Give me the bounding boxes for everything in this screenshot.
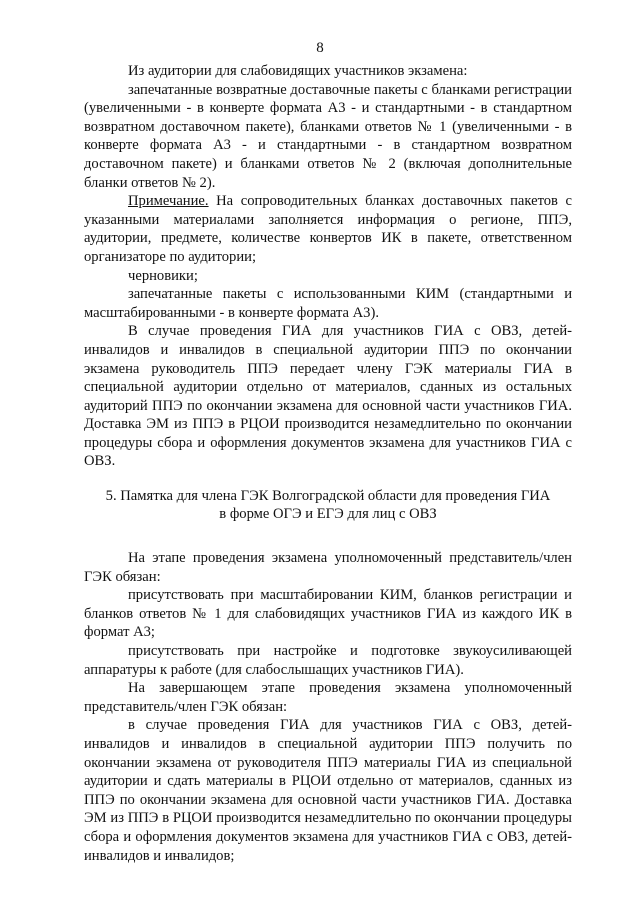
paragraph-audience-low-vision: Из аудитории для слабовидящих участников экзамена: xyxy=(128,63,468,79)
paragraph-drafts: черновики; xyxy=(128,267,198,284)
paragraph-kim-packages: запечатанные пакеты с использованными КИМ (стандартными и масштабированными - в конверте формата А3). xyxy=(84,286,572,321)
note-text: На сопроводительных бланках доставочных пакетов с указанными материалами заполняется информация о регионе, ППЭ, аудитории, предмете, количестве конвертов ИК в пакете, ответственном организаторе по аудитории; xyxy=(84,193,572,265)
paragraph-sealed-packages: запечатанные возвратные доставочные пакеты с бланками регистрации (увеличенными - в конверте формата А3 - и стандартными - в стандартном возвратном доставочном пакете), бланками ответов № 1 (увеличенными - в конверте формата А3 - и стандартными - в стандартном возвратном доставочном пакете) и бланками ответов № 2 (включая дополнительные бланки ответов № 2). xyxy=(84,81,572,191)
page-number: 8 xyxy=(316,40,324,56)
paragraph-note xyxy=(84,192,572,266)
paragraph-exam-stage-duties: На этапе проведения экзамена уполномоченный представитель/член ГЭК обязан: xyxy=(84,550,572,585)
paragraph-duty-scaling: присутствовать при масштабировании КИМ, бланков регистрации и бланков ответов № 1 для слабовидящих участников ГИА из каждого ИК в формат А3; xyxy=(84,587,572,641)
paragraph-final-stage-duties: На завершающем этапе проведения экзамена уполномоченный представитель/член ГЭК обязан: xyxy=(84,680,572,715)
document-body xyxy=(84,62,572,865)
note-label: Примечание. xyxy=(128,193,209,210)
paragraph-special-audience: В случае проведения ГИА для участников ГИА с ОВЗ, детей-инвалидов и инвалидов в специальной аудитории ППЭ по окончании экзамена руководитель ППЭ передает члену ГЭК материалы ГИА в специальной аудитории отдельно от материалов, сданных из остальных аудиторий ППЭ по окончании экзамена для основной части участников ГИА. Доставка ЭМ из ППЭ в РЦОИ производится незамедлительно по окончании процедуры сбора и оформления документов экзамена для участников ГИА с ОВЗ. xyxy=(84,323,572,470)
section-5-heading-line2: в форме ОГЭ и ЕГЭ для лиц с ОВЗ xyxy=(219,506,437,523)
section-5-heading-line1: 5. Памятка для члена ГЭК Волгоградской области для проведения ГИА xyxy=(105,488,551,505)
paragraph-final-duty-special-audience: в случае проведения ГИА для участников ГИА с ОВЗ, детей-инвалидов и инвалидов в специальной аудитории ППЭ получить по окончании экзамена от руководителя ППЭ материалы ГИА из специальной аудитории и сдать материалы в РЦОИ отдельно от материалов, сданных из ППЭ по окончании экзамена для основной части участников ГИА. Доставка ЭМ из ППЭ в РЦОИ производится незамедлительно по окончании процедуры сбора и оформления документов экзамена для участников ГИА с ОВЗ, детей-инвалидов и инвалидов; xyxy=(84,717,572,864)
paragraph-duty-audio: присутствовать при настройке и подготовке звукоусиливающей аппаратуры к работе (для слабослышащих участников ГИА). xyxy=(84,643,572,678)
section-5-heading xyxy=(84,487,572,523)
